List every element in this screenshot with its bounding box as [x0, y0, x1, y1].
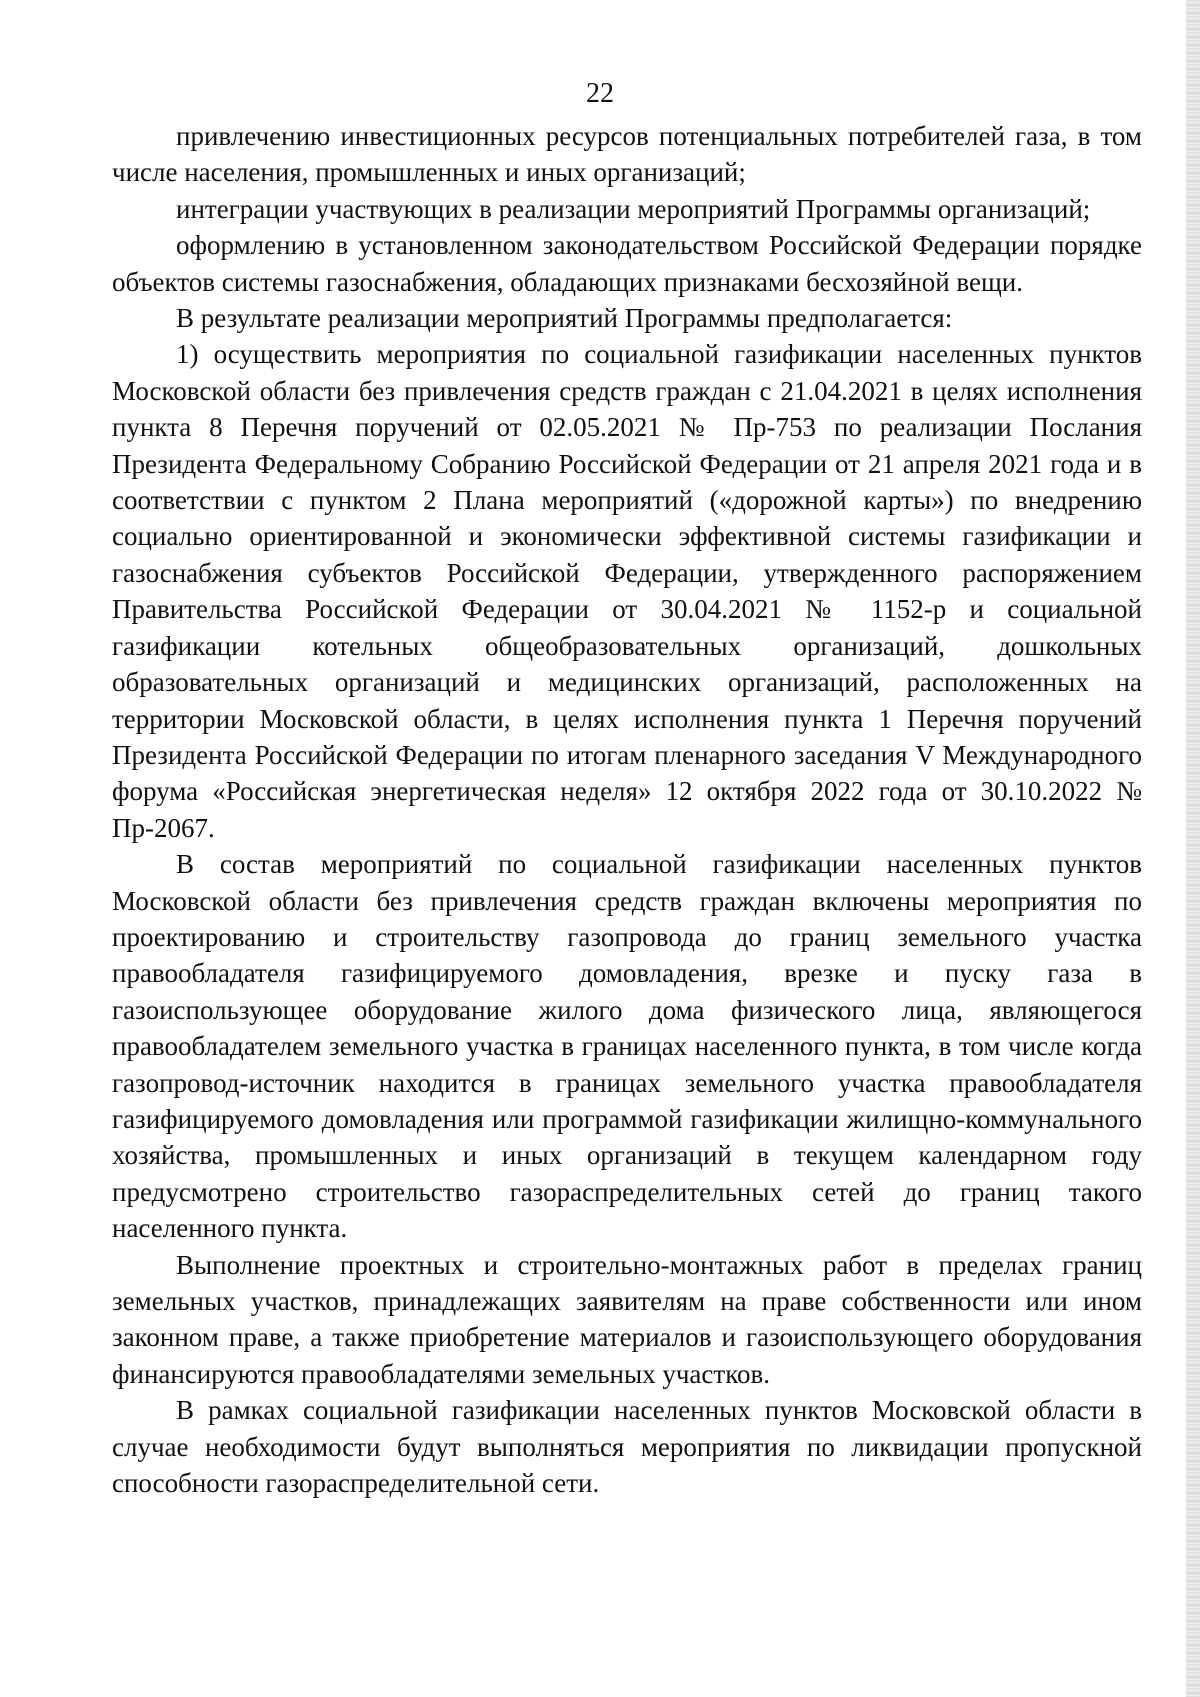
paragraph-expected-results: В результате реализации мероприятий Программы предполагается:	[176, 303, 953, 334]
paragraph-financing: Выполнение проектных и строительно-монтажных работ в пределах границ земельных участков, принадлежащих заявителям на праве собственности или ином законном праве, а также приобретение материалов и газоиспользующего оборудования финансируются правообладателями земельных участков.	[112, 1249, 1142, 1389]
scan-edge-decoration	[1186, 0, 1200, 1697]
paragraph-ownerless-objects: оформлению в установленном законодательством Российской Федерации порядке объектов системы газоснабжения, обладающих признаками бесхозяйной вещи.	[112, 230, 1142, 297]
page-number: 22	[586, 78, 614, 109]
paragraph-investment-resources: привлечению инвестиционных ресурсов потенциальных потребителей газа, в том числе населения, промышленных и иных организаций;	[112, 121, 1142, 188]
paragraph-social-gasification-item-1: 1) осуществить мероприятия по социальной газификации населенных пунктов Московской области без привлечения средств граждан с 21.04.2021 в целях исполнения пункта 8 Перечня поручений от 02.05.2021 № Пр-753 по реализации Послания Президента Федеральному Собранию Российской Федерации от 21 апреля 2021 года и в соответствии с пунктом 2 Плана мероприятий («дорожной карты») по внедрению социально ориентированной и экономически эффективной системы газификации и газоснабжения субъектов Российской Федерации, утвержденного распоряжением Правительства Российской Федерации от 30.04.2021 № 1152-р и социальной газификации котельных общеобразовательных организаций, дошкольных образовательных организаций и медицинских организаций, расположенных на территории Московской области, в целях исполнения пункта 1 Перечня поручений Президента Российской Федерации по итогам пленарного заседания V Международного форума «Российская энергетическая неделя» 12 октября 2022 года от 30.10.2022 № Пр-2067.	[112, 339, 1142, 843]
paragraph-gasification-scope: В состав мероприятий по социальной газификации населенных пунктов Московской области без привлечения средств граждан включены мероприятия по проектированию и строительству газопровода до границ земельного участка правообладателя газифицируемого домовладения, врезке и пуску газа в газоиспользующее оборудование жилого дома физического лица, являющегося правообладателем земельного участка в границах населенного пункта, в том числе когда газопровод-источник находится в границах земельного участка правообладателя газифицируемого домовладения или программой газификации жилищно-коммунального хозяйства, промышленных и иных организаций в текущем календарном году предусмотрено строительство газораспределительных сетей до границ такого населенного пункта.	[112, 849, 1142, 1244]
paragraph-integration: интеграции участвующих в реализации мероприятий Программы организаций;	[176, 193, 1091, 224]
paragraph-capacity-measures: В рамках социальной газификации населенных пунктов Московской области в случае необходимости будут выполняться мероприятия по ликвидации пропускной способности газораспределительной сети.	[112, 1395, 1142, 1499]
document-body	[112, 118, 1142, 1501]
